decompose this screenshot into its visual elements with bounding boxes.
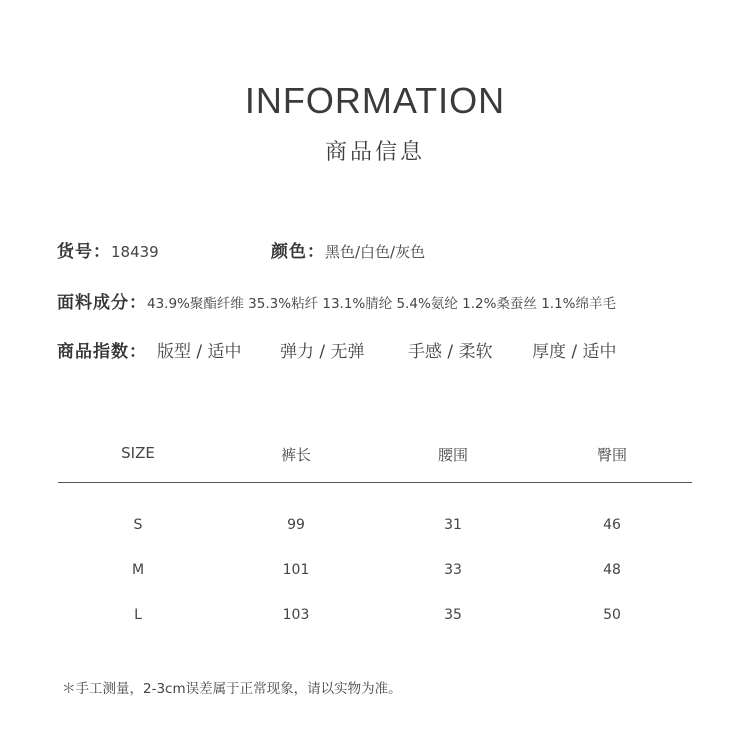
page-title-en: INFORMATION	[244, 80, 506, 121]
header-length: 裤长	[280, 446, 311, 464]
cell-waist: 31	[444, 517, 462, 533]
fabric-row	[57, 288, 616, 313]
color-label: 颜色：	[271, 242, 325, 262]
sku-label: 货号：	[57, 242, 111, 262]
table-row	[58, 550, 692, 595]
cell-waist: 35	[444, 607, 462, 623]
cell-size: L	[134, 607, 142, 623]
cell-length: 99	[287, 517, 305, 533]
header-size: SIZE	[121, 444, 155, 462]
cell-length: 101	[282, 562, 310, 578]
table-row	[58, 505, 692, 550]
sku-value: 18439	[111, 243, 159, 261]
page-title-cn: 商品信息	[324, 140, 425, 165]
fabric-label: 面料成分：	[57, 293, 147, 313]
index-thickness: 厚度 / 适中	[532, 342, 617, 362]
color-row	[271, 237, 425, 262]
color-value: 黑色/白色/灰色	[325, 243, 426, 261]
header-waist: 腰围	[437, 446, 468, 464]
header-hip: 臀围	[596, 446, 627, 464]
cell-size: S	[133, 517, 143, 533]
measurement-note: ＊手工测量，2-3cm误差属于正常现象，请以实物为准。	[62, 681, 402, 697]
index-row	[57, 337, 147, 362]
cell-hip: 50	[603, 607, 621, 623]
index-feel: 手感 / 柔软	[408, 342, 493, 362]
index-stretch: 弹力 / 无弹	[280, 342, 365, 362]
cell-hip: 48	[603, 562, 621, 578]
index-fit: 版型 / 适中	[157, 342, 242, 362]
table-row	[58, 595, 692, 640]
size-table-body	[58, 483, 692, 640]
cell-hip: 46	[603, 517, 621, 533]
fabric-value: 43.9%聚酯纤维 35.3%粘纤 13.1%腈纶 5.4%氨纶 1.2%桑蚕丝 1.1%绵羊毛	[147, 296, 617, 312]
cell-length: 103	[282, 607, 310, 623]
sku-row	[57, 237, 159, 262]
size-table	[58, 436, 692, 640]
cell-waist: 33	[444, 562, 462, 578]
size-table-header	[58, 436, 692, 483]
index-label: 商品指数：	[57, 342, 147, 362]
cell-size: M	[131, 562, 145, 578]
